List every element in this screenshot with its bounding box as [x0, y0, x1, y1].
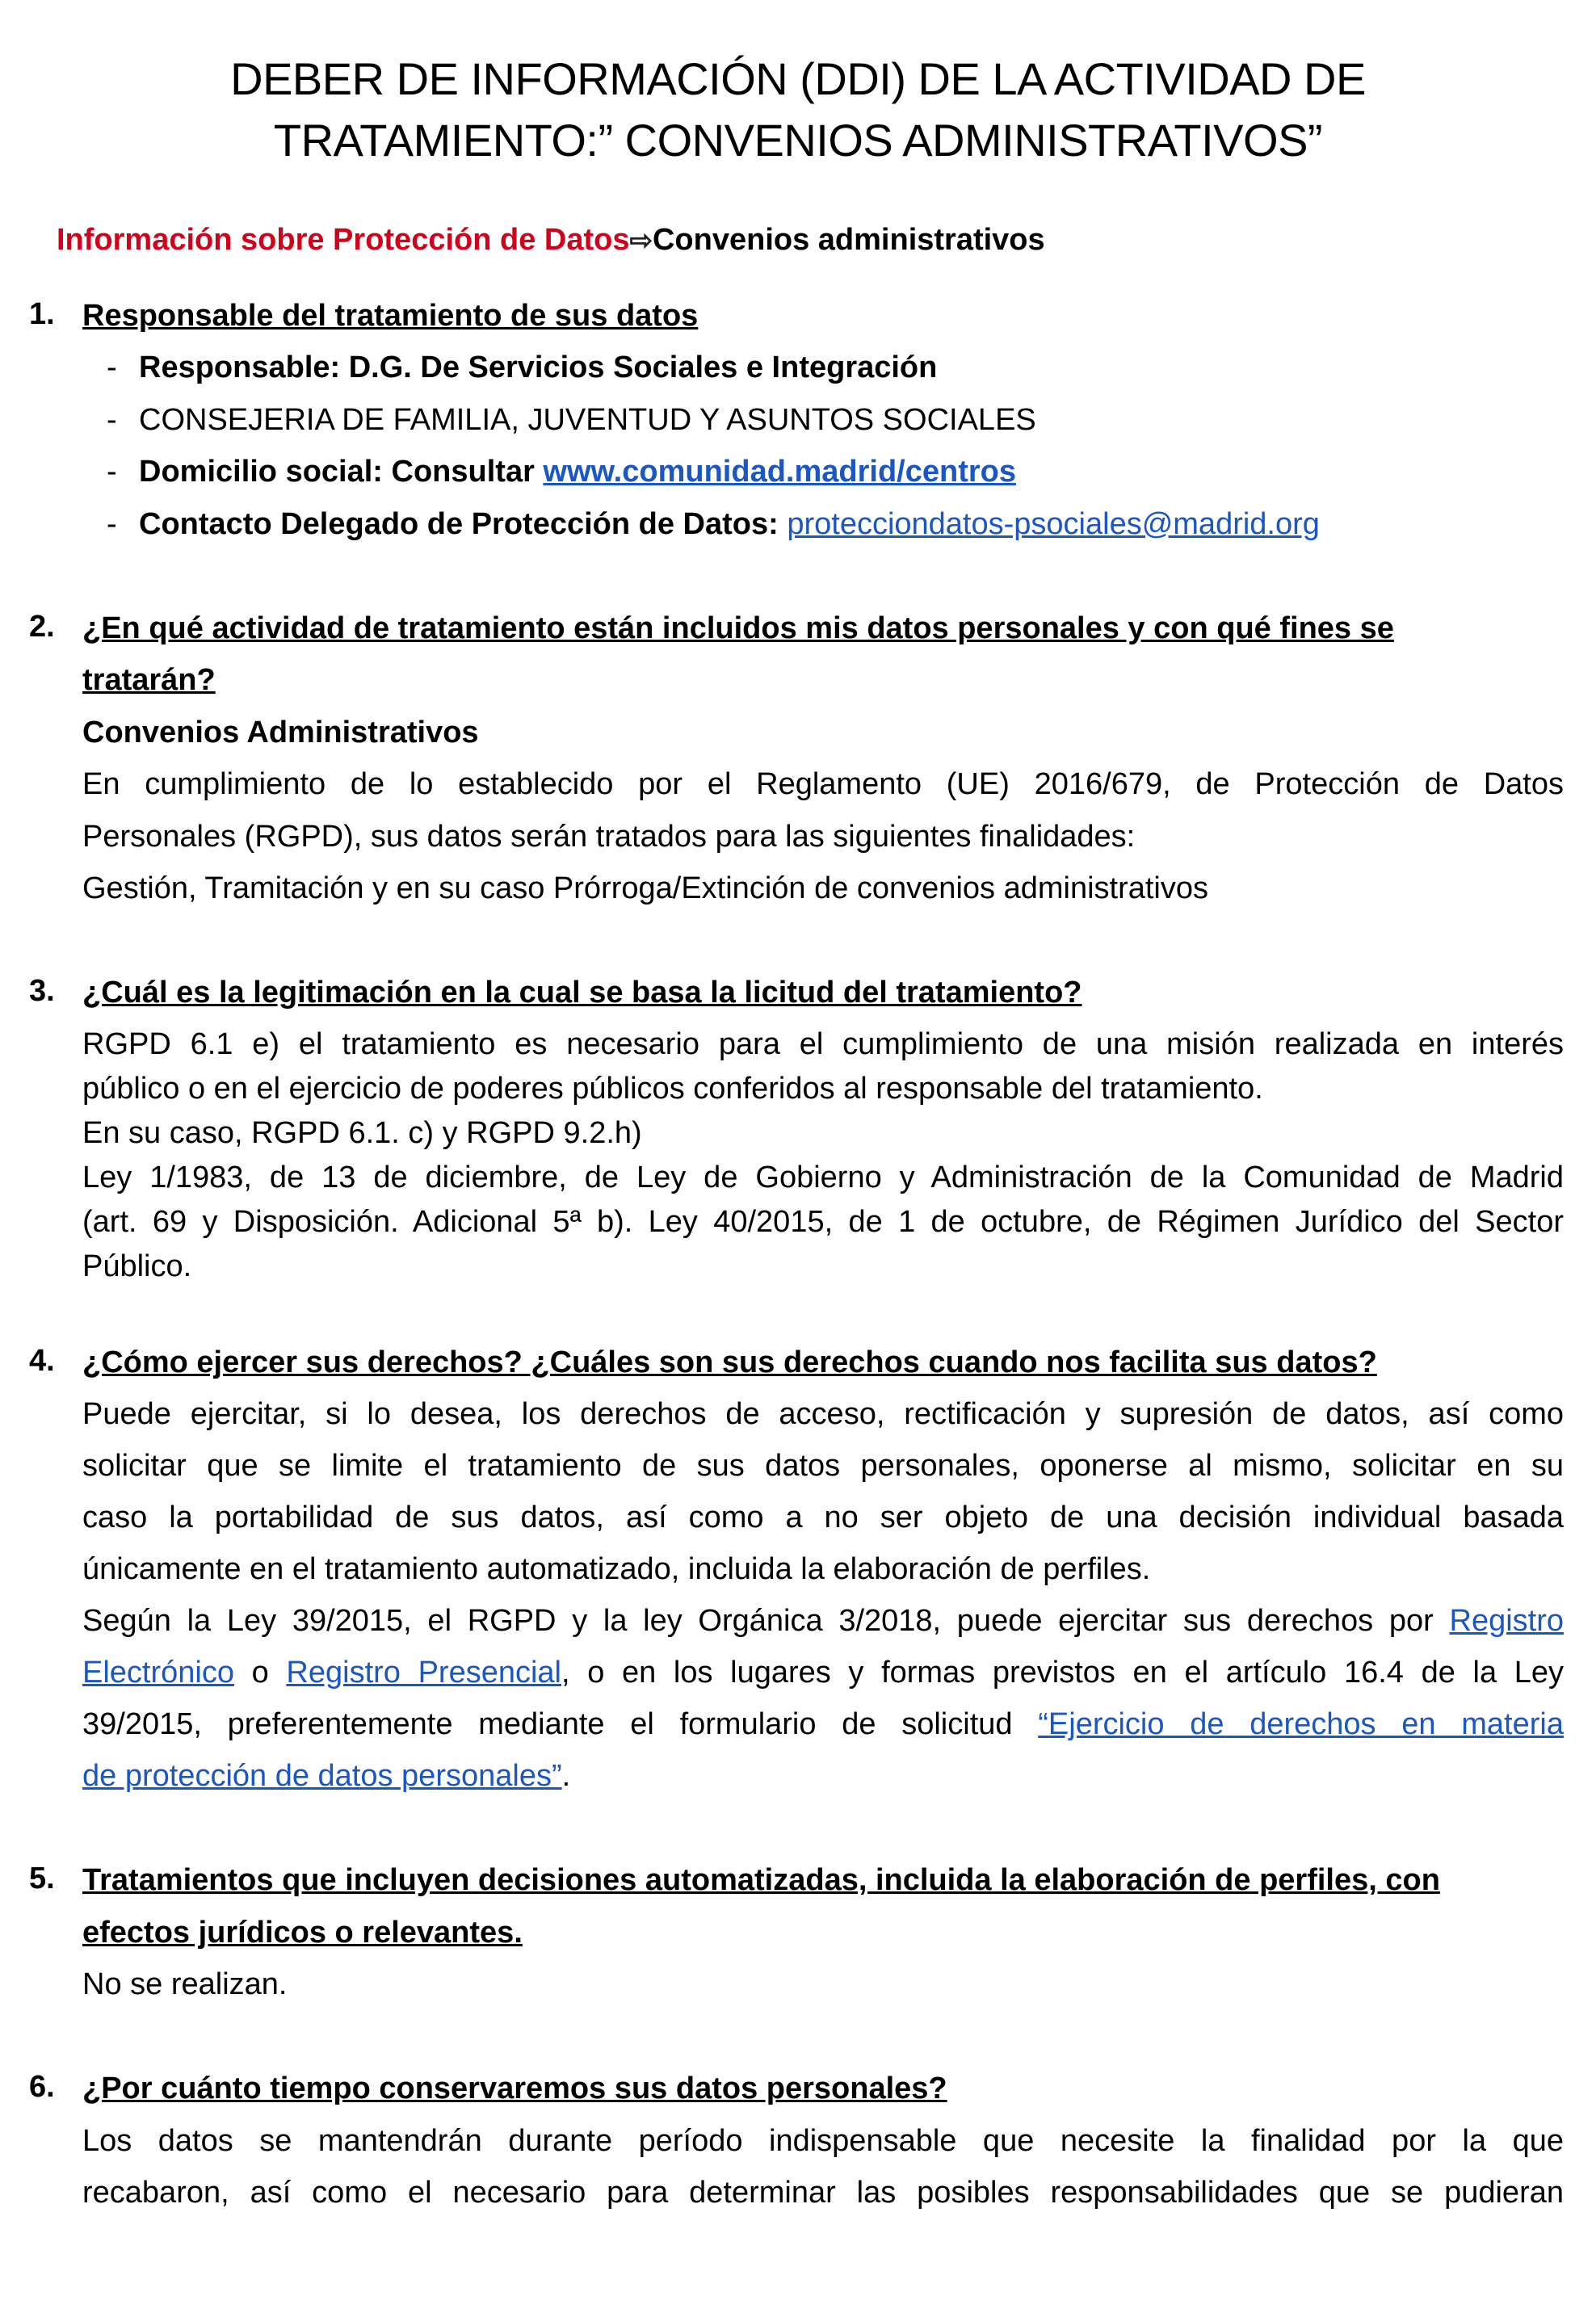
arrow-right-icon: ⇨	[629, 225, 653, 256]
dpo-email-link[interactable]: protecciondatos-psociales@madrid.org	[787, 507, 1320, 541]
section-4-line-1: Puede ejercitar, si lo desea, los derechos de acceso, rectificación y supresión de datos, así como	[82, 1397, 1564, 1431]
section-6-heading: ¿Por cuánto tiempo conservaremos sus datos personales?	[82, 2072, 947, 2105]
section-3-line-4: Ley 1/1983, de 13 de diciembre, de Ley de Gobierno y Administración de la Comunidad de Madrid	[82, 1161, 1564, 1194]
section-5-heading-line-1: Tratamientos que incluyen decisiones automatizadas, incluida la elaboración de perfiles, con	[82, 1863, 1440, 1897]
registro-presencial-link[interactable]: Registro Presencial	[286, 1656, 561, 1690]
section-4-line-4: únicamente en el tratamiento automatizado, incluida la elaboración de perfiles.	[82, 1552, 1151, 1586]
ejercicio-derechos-link-part-2[interactable]: de protección de datos personales”	[82, 1759, 562, 1793]
section-5-number: 5.	[29, 1862, 55, 1895]
section-2-subheading: Convenios Administrativos	[82, 716, 479, 749]
ejercicio-derechos-link-part-1[interactable]: “Ejercicio de derechos en materia	[1038, 1707, 1564, 1741]
section-4-line-7: 39/2015, preferentemente mediante el formulario de solicitud “Ejercicio de derechos en materia	[82, 1707, 1564, 1741]
centros-link[interactable]: www.comunidad.madrid/centros	[543, 455, 1016, 489]
section-6-line-1: Los datos se mantendrán durante período indispensable que necesite la finalidad por la que	[82, 2124, 1564, 2158]
document-title-line-1: DEBER DE INFORMACIÓN (DDI) DE LA ACTIVIDAD DE	[230, 53, 1366, 104]
section-2-paragraph-line-2: Personales (RGPD), sus datos serán tratados para las siguientes finalidades:	[82, 820, 1136, 854]
section-3-line-2: público o en el ejercicio de poderes públicos conferidos al responsable del tratamiento.	[82, 1072, 1263, 1106]
section-2-number: 2.	[29, 610, 55, 644]
section-3-number: 3.	[29, 974, 55, 1008]
section-1-item-4: - Contacto Delegado de Protección de Datos: protecciondatos-psociales@madrid.org	[107, 507, 1320, 541]
section-4-number: 4.	[29, 1344, 55, 1378]
section-2-heading-line-1: ¿En qué actividad de tratamiento están incluidos mis datos personales y con qué fines se	[82, 611, 1394, 645]
section-4-line-8: de protección de datos personales”.	[82, 1759, 571, 1793]
section-3-line-5: (art. 69 y Disposición. Adicional 5ª b). Ley 40/2015, de 1 de octubre, de Régimen Jurídico del Sector	[82, 1205, 1564, 1239]
section-1-item-1: - Responsable: D.G. De Servicios Sociales e Integración	[107, 351, 938, 384]
section-2-paragraph-2: Gestión, Tramitación y en su caso Prórroga/Extinción de convenios administrativos	[82, 871, 1208, 905]
section-6-number: 6.	[29, 2070, 55, 2104]
section-6-line-2: recabaron, así como el necesario para determinar las posibles responsabilidades que se pudieran	[82, 2176, 1564, 2210]
subtitle	[57, 223, 1045, 258]
subtitle-suffix: Convenios administrativos	[652, 223, 1045, 257]
section-4-line-3: caso la portabilidad de sus datos, así como a no ser objeto de una decisión individual basada	[82, 1501, 1564, 1534]
section-3-line-3: En su caso, RGPD 6.1. c) y RGPD 9.2.h)	[82, 1116, 642, 1150]
section-2-heading-line-2: tratarán?	[82, 663, 216, 697]
section-4-line-2: solicitar que se limite el tratamiento de sus datos personales, oponerse al mismo, solicitar en su	[82, 1449, 1564, 1483]
section-1-item-2: - CONSEJERIA DE FAMILIA, JUVENTUD Y ASUNTOS SOCIALES	[107, 403, 1036, 437]
registro-electronico-link-part-1[interactable]: Registro	[1449, 1604, 1564, 1638]
section-5-heading-line-2: efectos jurídicos o relevantes.	[82, 1916, 523, 1950]
subtitle-prefix: Información sobre Protección de Datos	[57, 223, 630, 257]
section-3-heading: ¿Cuál es la legitimación en la cual se basa la licitud del tratamiento?	[82, 976, 1082, 1010]
section-5-body: No se realizan.	[82, 1967, 288, 2001]
section-4-heading: ¿Cómo ejercer sus derechos? ¿Cuáles son sus derechos cuando nos facilita sus datos?	[82, 1345, 1377, 1379]
section-1-item-3: - Domicilio social: Consultar www.comunidad.madrid/centros	[107, 455, 1016, 489]
section-1-heading: Responsable del tratamiento de sus datos	[82, 299, 699, 333]
section-2-paragraph-line-1: En cumplimiento de lo establecido por el Reglamento (UE) 2016/679, de Protección de Datos	[82, 767, 1564, 801]
section-3-line-6: Público.	[82, 1249, 192, 1283]
section-4-line-6: Electrónico o Registro Presencial, o en los lugares y formas previstos en el artículo 16.4 de la Ley	[82, 1656, 1564, 1690]
section-1-number: 1.	[29, 297, 55, 331]
document-title-line-2: TRATAMIENTO:” CONVENIOS ADMINISTRATIVOS”	[273, 115, 1323, 166]
section-3-line-1: RGPD 6.1 e) el tratamiento es necesario para el cumplimiento de una misión realizada en interés	[82, 1027, 1564, 1061]
section-4-line-5: Según la Ley 39/2015, el RGPD y la ley Orgánica 3/2018, puede ejercitar sus derechos por Registro	[82, 1604, 1564, 1638]
registro-electronico-link-part-2[interactable]: Electrónico	[82, 1656, 234, 1690]
